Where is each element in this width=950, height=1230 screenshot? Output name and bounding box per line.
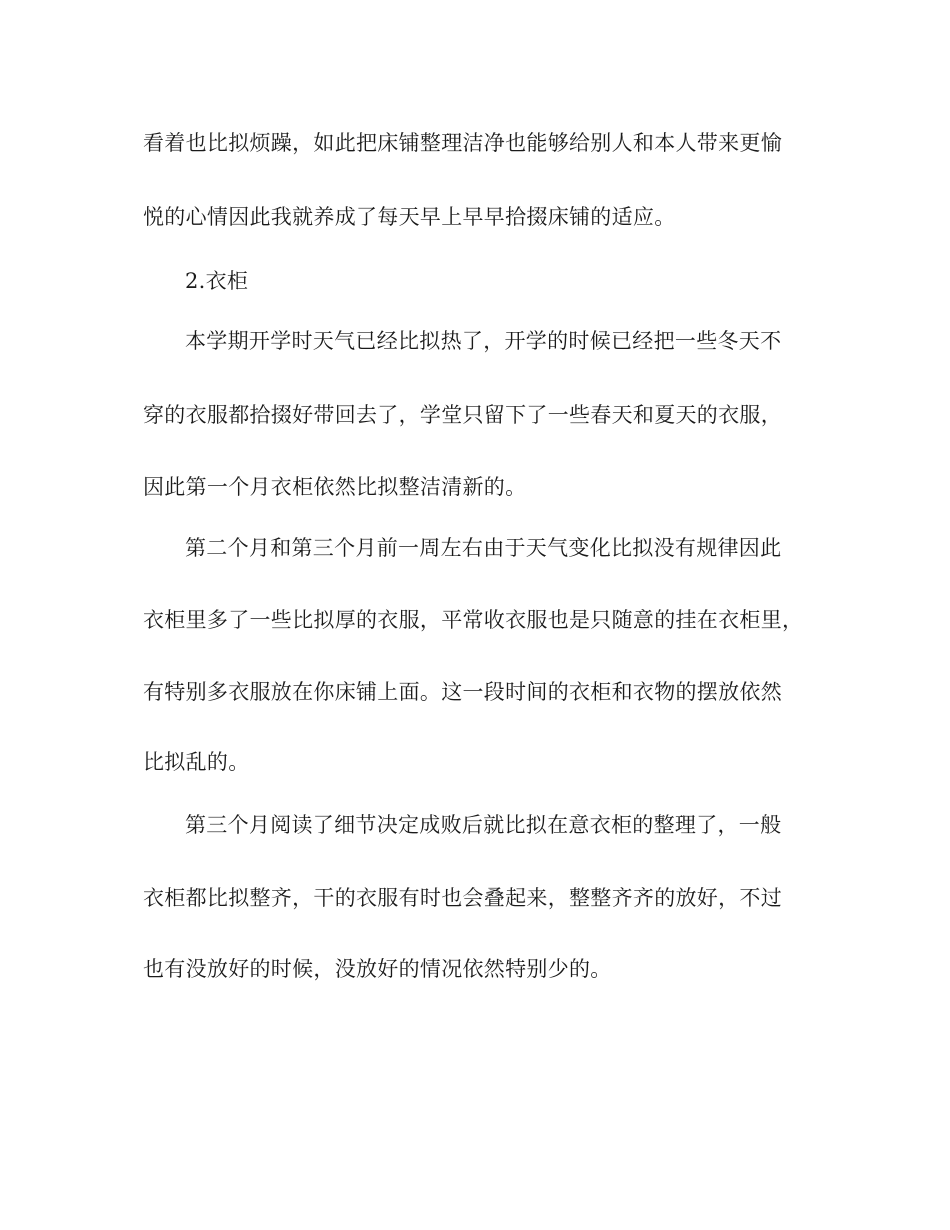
- section-heading: 2.衣柜: [185, 269, 249, 293]
- paragraph-line: 有特别多衣服放在你床铺上面。这一段时间的衣柜和衣物的摆放依然: [143, 680, 782, 704]
- paragraph-line: 衣柜里多了一些比拟厚的衣服，平常收衣服也是只随意的挂在衣柜里，: [143, 608, 804, 632]
- paragraph-line: 第二个月和第三个月前一周左右由于天气变化比拟没有规律因此: [185, 536, 782, 560]
- paragraph-line: 第三个月阅读了细节决定成败后就比拟在意衣柜的整理了，一般: [185, 813, 782, 837]
- paragraph-line: 比拟乱的。: [143, 750, 250, 774]
- paragraph-line: 悦的心情因此我就养成了每天早上早早拾掇床铺的适应。: [143, 205, 676, 229]
- paragraph-line: 本学期开学时天气已经比拟热了，开学的时候已经把一些冬天不: [185, 329, 782, 353]
- paragraph-line: 看着也比拟烦躁，如此把床铺整理洁净也能够给别人和本人带来更愉: [143, 131, 782, 155]
- paragraph-line: 因此第一个月衣柜依然比拟整洁清新的。: [143, 475, 527, 499]
- paragraph-line: 穿的衣服都拾掇好带回去了，学堂只留下了一些春天和夏天的衣服，: [143, 403, 782, 427]
- paragraph-line: 也有没放好的时候，没放好的情况依然特别少的。: [143, 957, 612, 981]
- paragraph-line: 衣柜都比拟整齐，干的衣服有时也会叠起来，整整齐齐的放好，不过: [143, 886, 782, 910]
